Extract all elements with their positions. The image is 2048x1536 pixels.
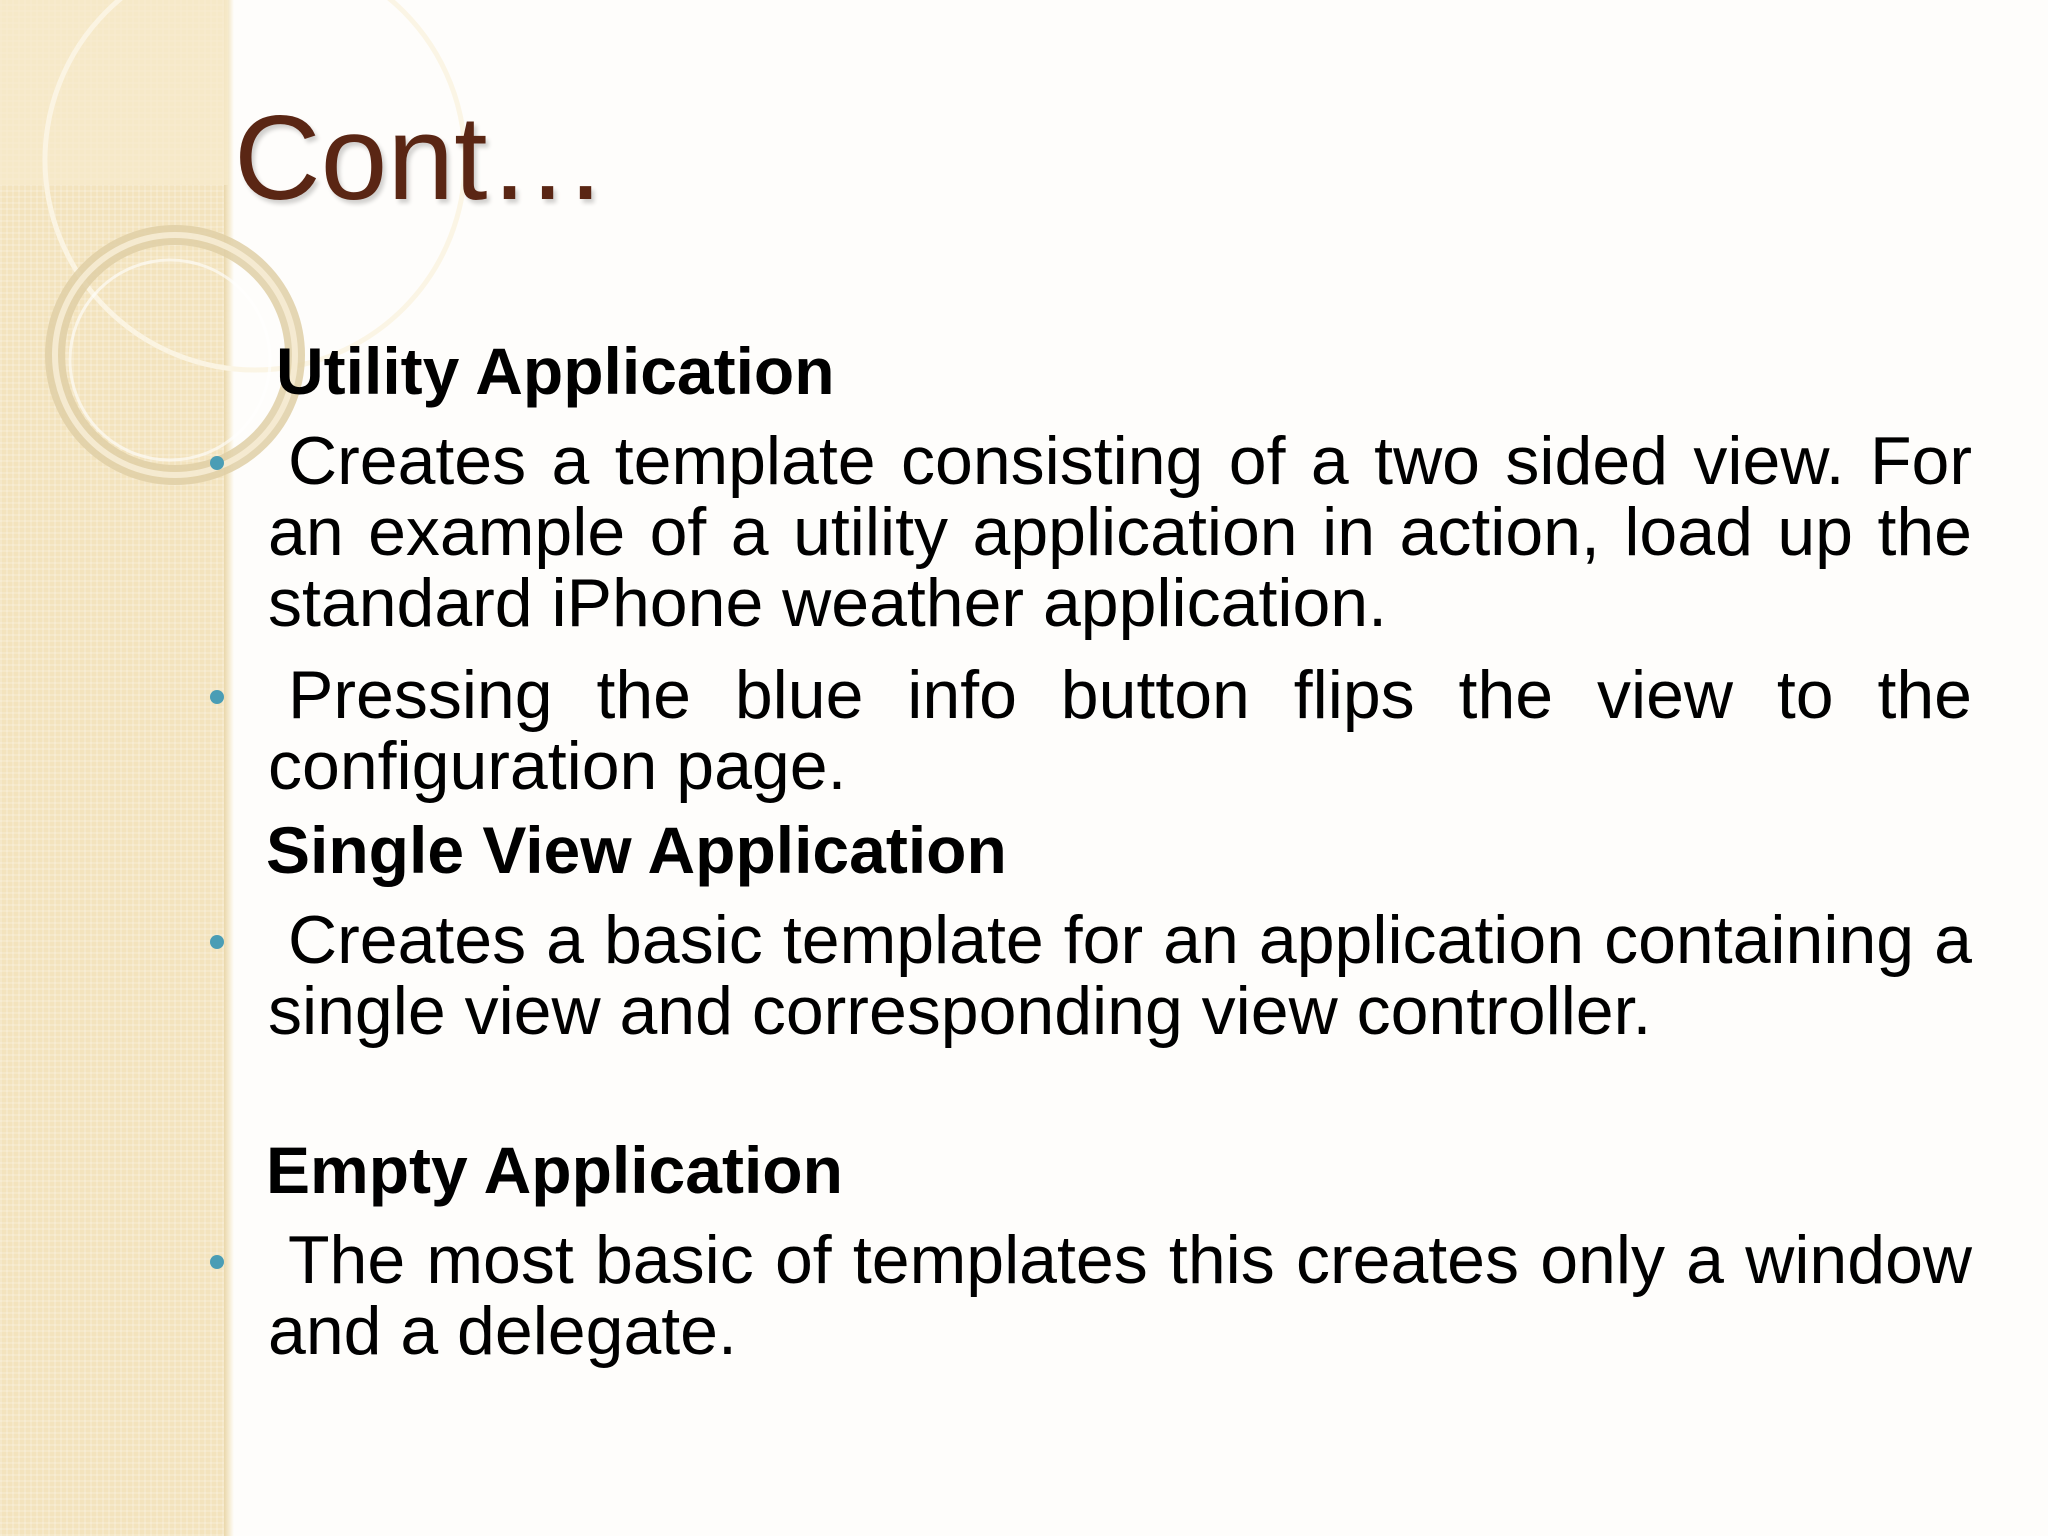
section-heading-empty-application: Empty Application	[266, 1133, 843, 1207]
bullet-text-single-view-template: Creates a basic template for an application containing a single view and corresponding view controller.	[268, 902, 1972, 1049]
section-heading-utility-application: Utility Application	[276, 334, 835, 408]
section-heading-single-view-application: Single View Application	[266, 813, 1007, 887]
bullet-icon	[210, 456, 224, 470]
bullet-icon	[210, 935, 224, 949]
bullet-text-utility-template: Creates a template consisting of a two sided view. For an example of a utility application in action, load up the standard iPhone weather application.	[268, 423, 1972, 641]
bullet-icon	[210, 1255, 224, 1269]
slide-title: Cont…	[234, 91, 608, 225]
bullet-text-empty-template: The most basic of templates this creates only a window and a delegate.	[268, 1222, 1972, 1369]
bullet-icon	[210, 690, 224, 704]
bullet-text-info-button: Pressing the blue info button flips the view to the configuration page.	[268, 657, 1972, 804]
